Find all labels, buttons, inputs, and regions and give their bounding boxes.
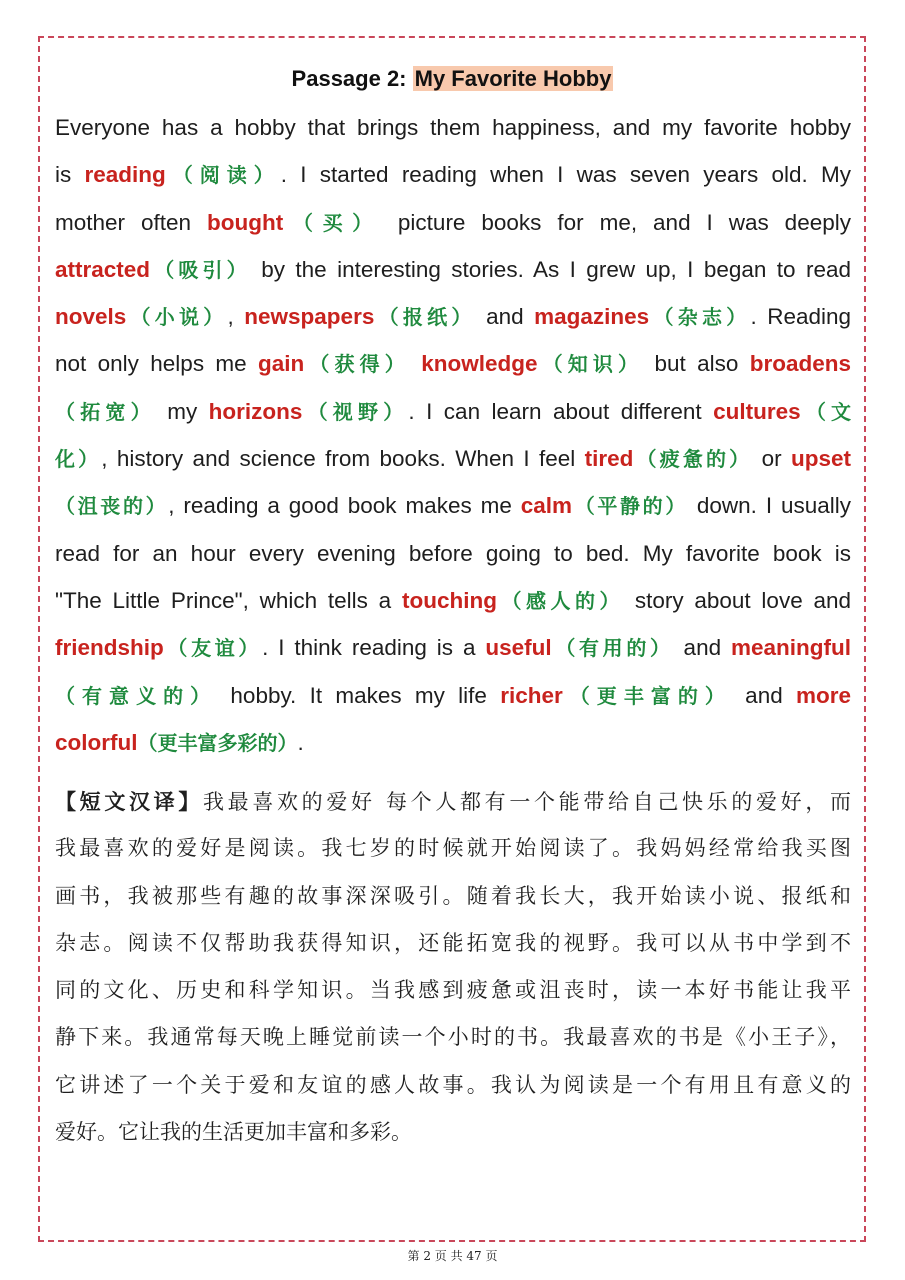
- vocab-chinese-gloss: （阅读）: [165, 163, 281, 188]
- passage-text: story about love and: [624, 587, 852, 613]
- title-highlight: My Favorite Hobby: [414, 66, 612, 91]
- vocab-chinese-gloss: （视野）: [302, 399, 409, 424]
- passage-text: and: [673, 635, 732, 661]
- vocab-keyword: tired: [584, 446, 634, 472]
- vocab-keyword: colorful: [55, 729, 138, 755]
- passage-text: , history and science from books. When I feel: [101, 446, 585, 472]
- passage-text: by the interesting stories. As I grew up, I began to read: [250, 256, 851, 282]
- passage-text: . I think reading is a: [262, 635, 486, 661]
- vocab-keyword: bought: [206, 209, 284, 235]
- vocab-chinese-gloss: （知识）: [537, 352, 644, 377]
- passage-text: my: [155, 398, 209, 424]
- vocab-chinese-gloss: （疲惫的）: [633, 447, 753, 472]
- english-passage: [55, 104, 851, 766]
- translation-label: 【短文汉译】: [55, 789, 203, 814]
- vocab-chinese-gloss: （有用的）: [551, 636, 674, 661]
- passage-line: [55, 104, 851, 151]
- translation-text: 爱好。它让我的生活更加丰富和多彩。: [55, 1120, 412, 1145]
- translation-text: 我最喜欢的爱好是阅读。我七岁的时候就开始阅读了。我妈妈经常给我买图: [55, 836, 851, 861]
- translation-line: [55, 920, 851, 967]
- vocab-chinese-gloss: （拓宽）: [55, 399, 156, 424]
- translation-text: 同的文化、历史和科学知识。当我感到疲惫或沮丧时，读一本好书能让我平: [55, 978, 851, 1003]
- translation-line: [55, 1062, 851, 1109]
- vocab-keyword: gain: [258, 351, 305, 377]
- title-prefix: Passage 2:: [291, 66, 413, 91]
- vocab-chinese-gloss: （报纸）: [374, 305, 476, 330]
- vocab-keyword: novels: [55, 304, 127, 330]
- vocab-chinese-gloss: （获得）: [304, 352, 410, 377]
- vocab-chinese-gloss: （吸引）: [150, 257, 251, 282]
- vocab-chinese-gloss: 化）: [55, 447, 102, 472]
- passage-text: .: [297, 729, 304, 755]
- passage-text: or: [752, 446, 791, 472]
- passage-text: mother often: [55, 209, 207, 235]
- passage-text: read for an hour every evening before going to bed. My favorite book is: [55, 540, 851, 566]
- passage-line: [55, 199, 851, 246]
- translation-text: 它讲述了一个关于爱和友谊的感人故事。我认为阅读是一个有用且有意义的: [55, 1072, 851, 1097]
- passage-text: and: [731, 682, 796, 708]
- vocab-keyword: touching: [401, 587, 497, 613]
- vocab-keyword: upset: [791, 446, 852, 472]
- translation-line: [55, 778, 851, 825]
- vocab-keyword: newspapers: [244, 304, 375, 330]
- passage-text: . Reading: [750, 304, 852, 330]
- passage-line: [55, 577, 851, 624]
- passage-line: [55, 293, 851, 340]
- passage-line: [55, 388, 851, 435]
- vocab-keyword: knowledge: [421, 351, 538, 377]
- passage-text: is: [55, 162, 85, 188]
- passage-text: [410, 351, 421, 376]
- translation-text: 画书，我被那些有趣的故事深深吸引。随着我长大，我开始读小说、报纸和: [55, 883, 851, 908]
- translation-text: 我最喜欢的爱好 每个人都有一个能带给自己快乐的爱好，而: [203, 790, 851, 814]
- page-footer: 第 2 页 共 47 页: [407, 1249, 498, 1263]
- passage-text: "The Little Prince", which tells a: [55, 587, 402, 613]
- passage-line: [55, 246, 851, 293]
- vocab-keyword: attracted: [55, 256, 151, 282]
- passage-text: . I started reading when I was seven years old. My: [280, 162, 852, 188]
- vocab-keyword: reading: [84, 162, 166, 188]
- vocab-chinese-gloss: （更丰富多彩的）: [137, 730, 298, 755]
- passage-line: [55, 719, 851, 766]
- passage-line: [55, 672, 851, 719]
- passage-text: picture books for me, and I was deeply: [381, 209, 851, 235]
- vocab-chinese-gloss: （买）: [283, 210, 382, 235]
- passage-text: not only helps me: [55, 351, 259, 377]
- translation-text: 静下来。我通常每天晚上睡觉前读一个小时的书。我最喜欢的书是《小王子》，: [55, 1025, 851, 1050]
- passage-line: [55, 435, 851, 482]
- vocab-chinese-gloss: （沮丧的）: [55, 494, 169, 519]
- vocab-chinese-gloss: （友谊）: [163, 636, 263, 661]
- vocab-keyword: broadens: [749, 351, 852, 377]
- passage-line: [55, 624, 851, 671]
- vocab-keyword: horizons: [208, 398, 303, 424]
- translation-line: [55, 825, 851, 872]
- vocab-chinese-gloss: （感人的）: [496, 588, 625, 613]
- vocab-chinese-gloss: （小说）: [126, 305, 228, 330]
- passage-text: hobby. It makes my life: [217, 682, 501, 708]
- vocab-keyword: calm: [520, 493, 573, 519]
- vocab-keyword: meaningful: [731, 635, 852, 661]
- translation-line: [55, 1109, 851, 1156]
- vocab-keyword: useful: [485, 635, 552, 661]
- passage-text: ,: [227, 304, 245, 330]
- vocab-keyword: cultures: [713, 398, 801, 424]
- vocab-keyword: richer: [500, 682, 563, 708]
- translation-line: [55, 967, 851, 1014]
- passage-title: [0, 62, 905, 96]
- chinese-translation: [55, 778, 851, 1156]
- passage-line: [55, 340, 851, 387]
- vocab-keyword: magazines: [534, 304, 650, 330]
- translation-line: [55, 1014, 851, 1061]
- passage-line: [55, 482, 851, 529]
- translation-text: 杂志。阅读不仅帮助我获得知识，还能拓宽我的视野。我可以从书中学到不: [55, 930, 851, 955]
- vocab-chinese-gloss: （更丰富的）: [562, 683, 732, 708]
- vocab-keyword: more: [796, 682, 852, 708]
- vocab-chinese-gloss: （文: [800, 399, 852, 424]
- passage-text: and: [475, 304, 535, 330]
- passage-text: down. I usually: [687, 493, 852, 519]
- passage-text: but also: [643, 351, 750, 377]
- vocab-keyword: friendship: [55, 635, 164, 661]
- passage-line: [55, 151, 851, 198]
- passage-text: . I can learn about different: [408, 398, 714, 424]
- passage-text: , reading a good book makes me: [168, 493, 521, 519]
- vocab-chinese-gloss: （杂志）: [649, 305, 751, 330]
- vocab-chinese-gloss: （平静的）: [572, 494, 688, 519]
- vocab-chinese-gloss: （有意义的）: [55, 683, 218, 708]
- passage-line: [55, 530, 851, 577]
- passage-text: Everyone has a hobby that brings them happiness, and my favorite hobby: [55, 115, 851, 140]
- translation-line: [55, 873, 851, 920]
